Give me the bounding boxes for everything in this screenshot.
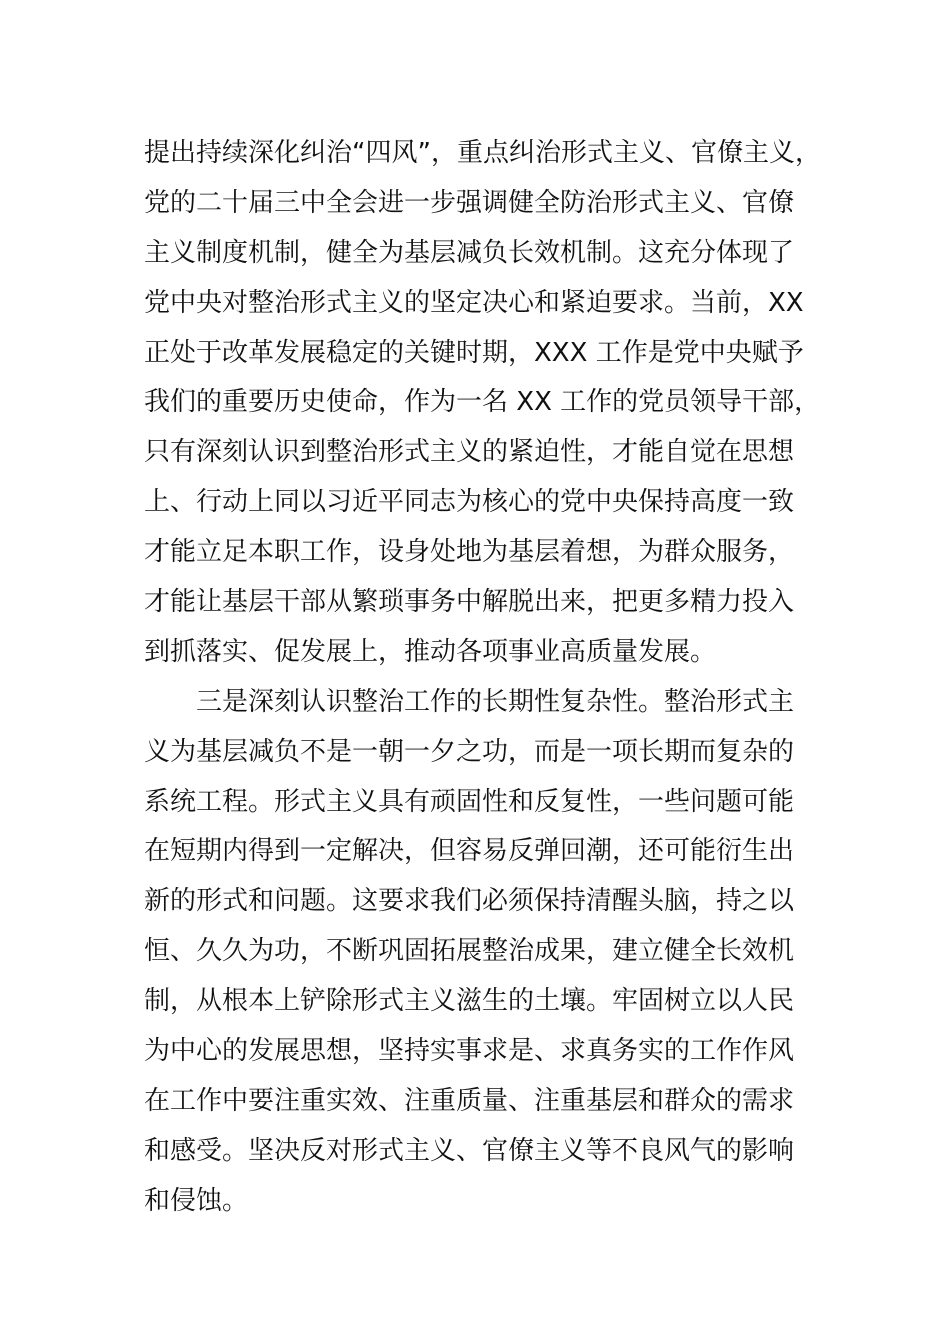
text-line: 在短期内得到一定解决，但容易反弹回潮，还可能衍生出 — [144, 836, 795, 867]
text-line: 在工作中要注重实效、注重质量、注重基层和群众的需求 — [144, 1085, 795, 1116]
text-line: 才能让基层干部从繁琐事务中解脱出来，把更多精力投入 — [144, 587, 795, 618]
text-line: 提出持续深化纠治“四风”，重点纠治形式主义、官僚主义， — [144, 138, 821, 168]
text-line: 系统工程。形式主义具有顽固性和反复性，一些问题可能 — [144, 786, 795, 817]
text-line: 为中心的发展思想，坚持实事求是、求真务实的工作作风 — [144, 1036, 795, 1067]
text-line: 党的二十届三中全会进一步强调健全防治形式主义、官僚 — [144, 187, 795, 218]
paragraph-continued — [144, 129, 824, 678]
text-line: 恒、久久为功，不断巩固拓展整治成果，建立健全长效机 — [144, 936, 795, 967]
text-line: 到抓落实、促发展上，推动各项事业高质量发展。 — [144, 636, 717, 667]
text-line: 义为基层减负不是一朝一夕之功，而是一项长期而复杂的 — [144, 736, 795, 767]
text-line: 上、行动上同以习近平同志为核心的党中央保持高度一致 — [144, 487, 795, 518]
text-line: 只有深刻认识到整治形式主义的紧迫性，才能自觉在思想 — [144, 437, 795, 468]
text-line: 我们的重要历史使命，作为一名 XX 工作的党员领导干部， — [144, 387, 821, 418]
text-line: 制，从根本上铲除形式主义滋生的土壤。牢固树立以人民 — [144, 986, 795, 1017]
text-line: 正处于改革发展稳定的关键时期，XXX 工作是党中央赋予 — [144, 337, 804, 368]
body-text — [144, 129, 824, 1227]
text-line: 党中央对整治形式主义的坚定决心和紧迫要求。当前，XX — [144, 287, 804, 318]
text-line: 才能立足本职工作，设身处地为基层着想，为群众服务， — [144, 537, 795, 568]
paragraph-three — [144, 678, 824, 1227]
text-line: 新的形式和问题。这要求我们必须保持清醒头脑，持之以 — [144, 886, 795, 917]
text-line: 和感受。坚决反对形式主义、官僚主义等不良风气的影响 — [144, 1135, 795, 1166]
text-line: 和侵蚀。 — [144, 1185, 249, 1216]
paragraph-heading-line: 三是深刻认识整治工作的长期性复杂性。整治形式主 — [196, 686, 795, 717]
text-line: 主义制度机制，健全为基层减负长效机制。这充分体现了 — [144, 237, 795, 268]
